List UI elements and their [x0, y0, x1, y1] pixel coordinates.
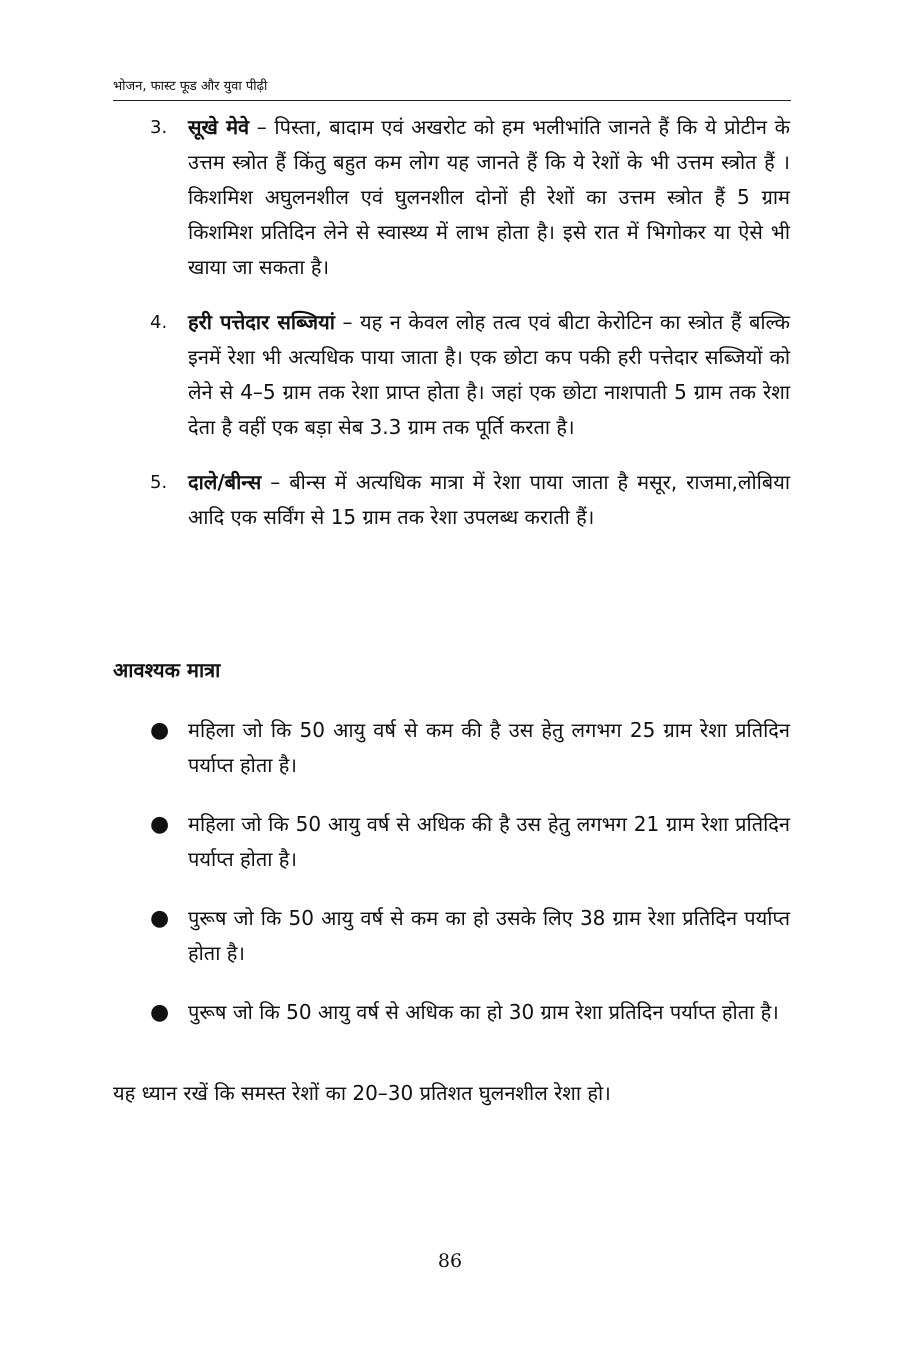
bullet-text: पुरूष जो कि 50 आयु वर्ष से अधिक का हो 30 ग्राम रेशा प्रतिदिन पर्याप्त होता है।	[188, 1000, 779, 1024]
list-item	[150, 807, 790, 877]
bullet-icon: ●	[150, 812, 170, 837]
list-item	[150, 110, 790, 285]
bullet-list	[150, 713, 790, 1054]
item-body	[188, 305, 790, 445]
list-item	[150, 901, 790, 971]
bullet-icon: ●	[150, 718, 170, 743]
item-term: हरी पत्तेदार सब्जियां	[188, 310, 335, 334]
item-term: दाले/बीन्स	[188, 470, 262, 494]
bullet-text: पुरूष जो कि 50 आयु वर्ष से कम का हो उसके लिए 38 ग्राम रेशा प्रतिदिन पर्याप्त होता है।	[188, 906, 790, 965]
numbered-list	[150, 110, 790, 555]
item-body	[188, 110, 790, 285]
bullet-icon: ●	[150, 1000, 170, 1025]
item-text: – बीन्स में अत्यधिक मात्रा में रेशा पाया जाता है मसूर, राजमा,लोबिया आदि एक सर्विंग से 15 ग्राम तक रेशा उपलब्ध कराती हैं।	[188, 470, 790, 529]
list-item	[150, 305, 790, 445]
bullet-text: महिला जो कि 50 आयु वर्ष से कम की है उस हेतु लगभग 25 ग्राम रेशा प्रतिदिन पर्याप्त होता है।	[188, 718, 790, 777]
item-text: – यह न केवल लोह तत्व एवं बीटा केरोटिन का स्त्रोत हैं बल्कि इनमें रेशा भी अत्यधिक पाया जाता है। एक छोटा कप पकी हरी पत्तेदार सब्जियों को लेने से 4–5 ग्राम तक रेशा प्राप्त होता है। जहां एक छोटा नाशपाती 5 ग्राम तक रेशा देता है वहीं एक बड़ा सेब 3.3 ग्राम तक पूर्ति करता है।	[188, 310, 790, 439]
item-body	[188, 465, 790, 535]
item-text: – पिस्ता, बादाम एवं अखरोट को हम भलीभांति जानते हैं कि ये प्रोटीन के उत्तम स्त्रोत हैं किंतु बहुत कम लोग यह जानते हैं कि ये रेशों के भी उत्तम स्त्रोत हैं । किशमिश अघुलनशील एवं घुलनशील दोनों ही रेशों का उत्तम स्त्रोत हैं 5 ग्राम किशमिश प्रतिदिन लेने से स्वास्थ्य में लाभ होता है। इसे रात में भिगोकर या ऐसे भी खाया जा सकता है।	[188, 115, 790, 279]
item-number: 3.	[150, 117, 168, 138]
item-number: 5.	[150, 472, 168, 493]
list-item	[150, 713, 790, 783]
running-header: भोजन, फास्ट फूड और युवा पीढ़ी	[113, 79, 268, 94]
list-item	[150, 465, 790, 535]
page-number: 86	[437, 1250, 463, 1272]
bullet-text: महिला जो कि 50 आयु वर्ष से अधिक की है उस हेतु लगभग 21 ग्राम रेशा प्रतिदिन पर्याप्त होता है।	[188, 812, 790, 871]
closing-note: यह ध्यान रखें कि समस्त रेशों का 20–30 प्रतिशत घुलनशील रेशा हो।	[113, 1081, 611, 1105]
item-term: सूखे मेवे	[188, 115, 250, 139]
item-number: 4.	[150, 312, 168, 333]
list-item	[150, 995, 790, 1030]
bullet-icon: ●	[150, 906, 170, 931]
section-heading: आवश्यक मात्रा	[113, 658, 221, 682]
header-divider	[113, 100, 791, 101]
